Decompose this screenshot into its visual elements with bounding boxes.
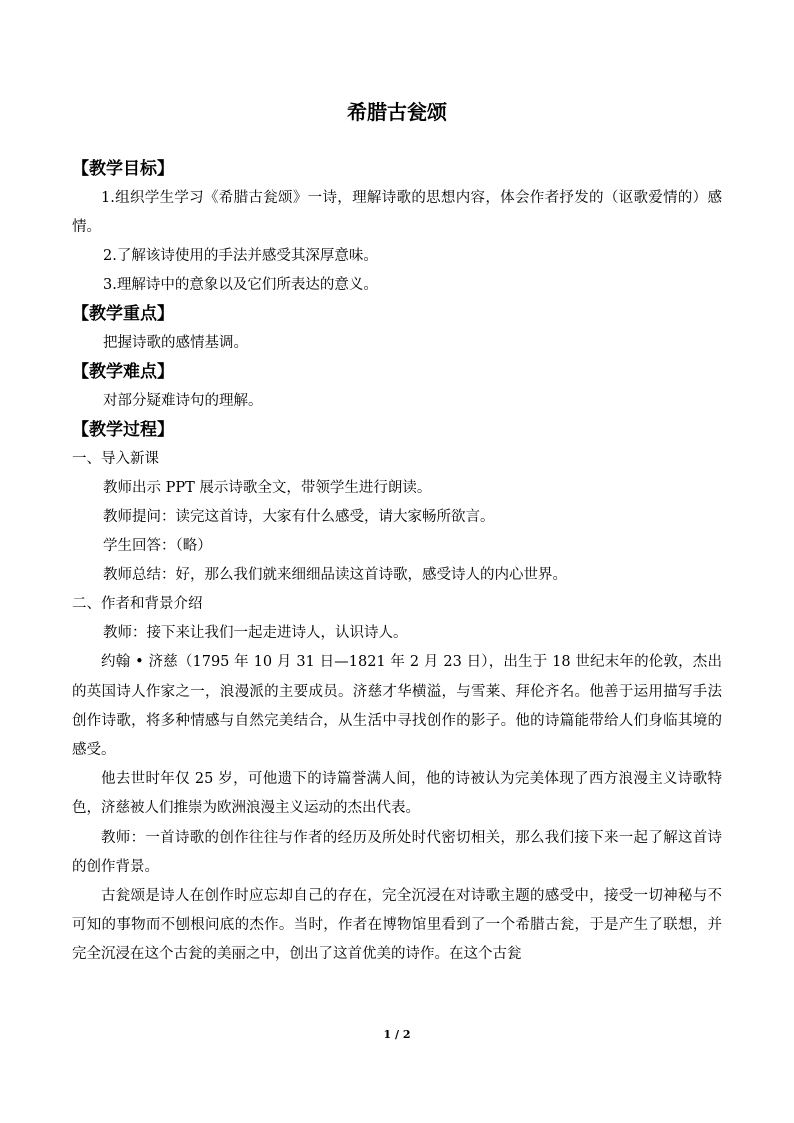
process-part1-paragraph: 教师出示 PPT 展示诗歌全文，带领学生进行朗读。 (103, 480, 432, 497)
process-part2-paragraph: 约翰 • 济慈（1795 年 10 月 31 日—1821 年 2 月 23 日），出生于 18 世纪末年的伦敦，杰出的英国诗人作家之一，浪漫派的主要成员。济慈才华横溢，与雪莱、拜伦齐名。他善于运用描写手法创作诗歌，将多种情感与自然完美结合，从生活中寻找创作的影子。他的诗篇能带给人们身临其境的感受。 (72, 654, 722, 759)
process-part2-paragraph: 古瓮颂是诗人在创作时应忘却自己的存在，完全沉浸在对诗歌主题的感受中，接受一切神秘与不可知的事物而不刨根问底的杰作。当时，作者在博物馆里看到了一个希腊古瓮，于是产生了联想，并完全沉浸在这个古瓮的美丽之中，创出了这首优美的诗作。在这个古瓮 (72, 888, 722, 963)
process-part2-paragraph: 教师：接下来让我们一起走进诗人，认识诗人。 (103, 625, 408, 642)
process-part1-title: 一、导入新课 (72, 451, 159, 468)
process-part2-title: 二、作者和背景介绍 (72, 596, 203, 613)
process-part2-paragraph: 教师：一首诗歌的创作往往与作者的经历及所处时代密切相关，那么我们接下来一起了解这首诗的创作背景。 (72, 829, 722, 875)
process-part1-paragraph: 教师总结：好，那么我们就来细细品读这首诗歌，感受诗人的内心世界。 (103, 567, 567, 584)
section-heading-process: 【教学过程】 (72, 420, 174, 441)
document-title: 希腊古瓮颂 (347, 100, 447, 124)
key-points-text: 把握诗歌的感情基调。 (103, 335, 248, 352)
section-heading-key-points: 【教学重点】 (72, 304, 174, 325)
page-number: 1 / 2 (383, 1028, 411, 1041)
goal-item-1: 1.组织学生学习《希腊古瓮颂》一诗，理解诗歌的思想内容，体会作者抒发的（讴歌爱情的）感情。 (72, 190, 722, 236)
section-heading-goals: 【教学目标】 (72, 159, 174, 179)
difficulties-text: 对部分疑难诗句的理解。 (103, 393, 263, 410)
document-body (72, 155, 722, 970)
section-heading-difficulties: 【教学难点】 (72, 362, 174, 383)
process-part1-paragraph: 学生回答：（略） (103, 538, 212, 555)
process-part1-paragraph: 教师提问：读完这首诗，大家有什么感受，请大家畅所欲言。 (103, 509, 495, 526)
goal-item-3: 3.理解诗中的意象以及它们所表达的意义。 (103, 277, 378, 294)
goal-item-2: 2.了解该诗使用的手法并感受其深厚意味。 (103, 248, 378, 265)
process-part2-paragraph: 他去世时年仅 25 岁，可他遗下的诗篇誉满人间，他的诗被认为完美体现了西方浪漫主义诗歌特色，济慈被人们推崇为欧洲浪漫主义运动的杰出代表。 (72, 771, 722, 817)
